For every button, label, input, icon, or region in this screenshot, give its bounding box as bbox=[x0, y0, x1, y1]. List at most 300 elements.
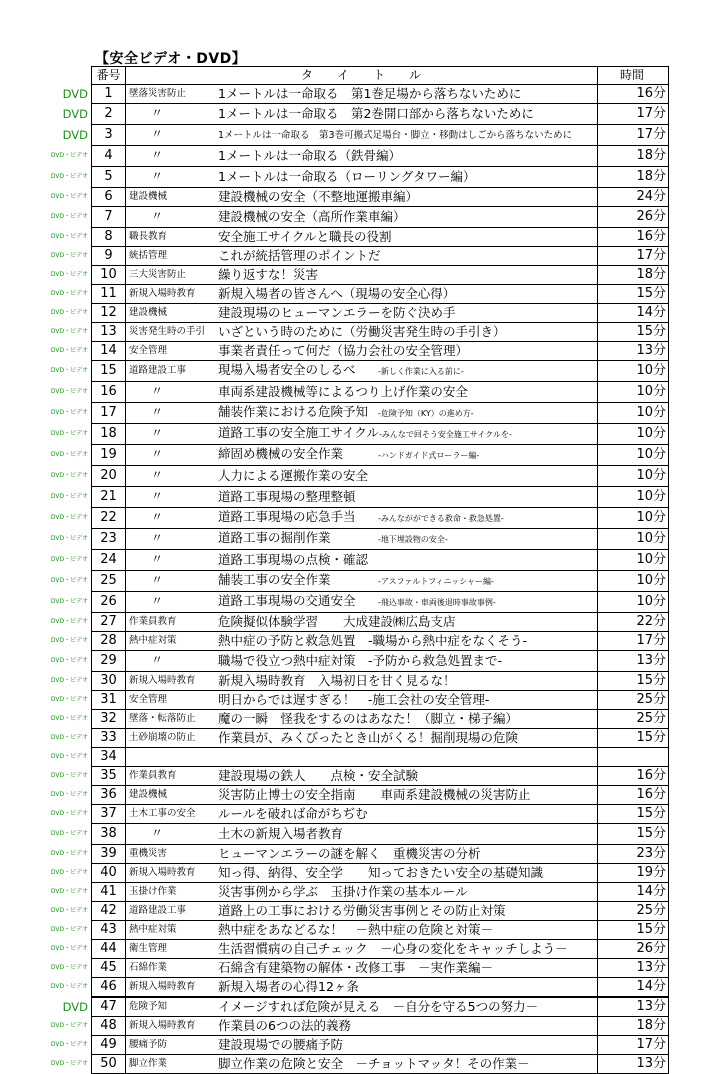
format-label: DVD・ビデオ bbox=[50, 888, 88, 895]
category-cell: 新規入場時教育 bbox=[126, 1017, 216, 1036]
table-row bbox=[45, 125, 669, 146]
title-cell bbox=[215, 207, 598, 228]
format-label: DVD・ビデオ bbox=[50, 309, 88, 316]
format-label: DVD bbox=[62, 107, 88, 121]
category-cell bbox=[126, 592, 216, 613]
video-title: 締固め機械の安全作業 bbox=[218, 446, 344, 461]
category-cell bbox=[126, 466, 216, 487]
format-label: DVD・ビデオ bbox=[50, 1041, 88, 1048]
category-cell: 玉掛け作業 bbox=[126, 883, 216, 902]
format-label: DVD bbox=[62, 87, 88, 101]
video-subtitle: -ハンドガイド式ローラー編- bbox=[378, 451, 480, 460]
video-subtitle: -飛込事故・車両後退時事故事例- bbox=[378, 598, 496, 607]
duration-cell: 13分 bbox=[598, 342, 669, 361]
duration-cell: 15分 bbox=[598, 323, 669, 342]
title-cell bbox=[215, 883, 598, 902]
title-cell bbox=[215, 691, 598, 710]
table-row bbox=[45, 382, 669, 403]
format-label: DVD・ビデオ bbox=[50, 696, 88, 703]
table-row bbox=[45, 921, 669, 940]
category-cell bbox=[126, 487, 216, 508]
duration-cell: 15分 bbox=[598, 672, 669, 691]
ditto-mark: 〃 bbox=[151, 127, 164, 141]
title-cell bbox=[215, 487, 598, 508]
table-row bbox=[45, 786, 669, 805]
format-label: DVD・ビデオ bbox=[50, 677, 88, 684]
format-label: DVD・ビデオ bbox=[50, 493, 88, 500]
category-cell: 脚立作業 bbox=[126, 1055, 216, 1074]
video-title: イメージすれば危険が見える －自分を守る5つの努力－ bbox=[218, 999, 539, 1014]
video-title: 作業員が、みくびったとき山がくる！掘削現場の危険 bbox=[218, 730, 519, 745]
table-row bbox=[45, 748, 669, 767]
format-label: DVD・ビデオ bbox=[50, 791, 88, 798]
duration-cell: 10分 bbox=[598, 508, 669, 529]
title-cell bbox=[215, 323, 598, 342]
video-title: ヒューマンエラーの謎を解く 重機災害の分析 bbox=[218, 846, 481, 861]
row-number: 17 bbox=[92, 403, 126, 424]
video-title: 1メートルは一命取る 第3巻可搬式足場台・脚立・移動はしごから落ちないために bbox=[218, 130, 573, 141]
table-row bbox=[45, 323, 669, 342]
category-cell bbox=[126, 571, 216, 592]
table-row bbox=[45, 146, 669, 167]
row-number: 30 bbox=[92, 672, 126, 691]
ditto-mark: 〃 bbox=[151, 468, 164, 482]
video-title: 建設現場のヒューマンエラーを防ぐ決め手 bbox=[218, 305, 456, 320]
title-cell bbox=[215, 710, 598, 729]
video-title: 石綿含有建築物の解体・改修工事 －実作業編－ bbox=[218, 960, 494, 975]
video-title: 1メートルは一命取る（鉄骨編） bbox=[218, 148, 401, 163]
ditto-mark: 〃 bbox=[151, 169, 164, 183]
video-title: 危険擬似体験学習 大成建設㈱広島支店 bbox=[218, 614, 456, 629]
title-cell bbox=[215, 529, 598, 550]
row-number: 4 bbox=[92, 146, 126, 167]
category-cell: 危険予知 bbox=[126, 997, 216, 1017]
table-row bbox=[45, 672, 669, 691]
duration-cell: 17分 bbox=[598, 125, 669, 146]
format-label: DVD・ビデオ bbox=[50, 753, 88, 760]
row-number: 40 bbox=[92, 864, 126, 883]
row-number: 15 bbox=[92, 361, 126, 382]
category-cell: 新規入場時教育 bbox=[126, 285, 216, 304]
duration-cell: 13分 bbox=[598, 651, 669, 672]
row-number: 10 bbox=[92, 266, 126, 285]
category-cell bbox=[126, 824, 216, 845]
format-label: DVD・ビデオ bbox=[50, 983, 88, 991]
format-label: DVD・ビデオ bbox=[50, 869, 88, 876]
duration-cell: 18分 bbox=[598, 167, 669, 188]
format-label: DVD・ビデオ bbox=[50, 657, 88, 664]
video-title: 熱中症をあなどるな！ －熱中症の危険と対策－ bbox=[218, 922, 494, 937]
table-row bbox=[45, 85, 669, 104]
ditto-mark: 〃 bbox=[151, 653, 164, 667]
format-label: DVD・ビデオ bbox=[50, 772, 88, 779]
title-cell bbox=[215, 902, 598, 921]
ditto-mark: 〃 bbox=[151, 594, 164, 608]
video-list-table bbox=[45, 66, 669, 1074]
duration-cell: 10分 bbox=[598, 487, 669, 508]
video-title: 道路工事現場の応急手当 bbox=[218, 509, 356, 524]
duration-cell: 25分 bbox=[598, 710, 669, 729]
row-number: 32 bbox=[92, 710, 126, 729]
duration-cell: 17分 bbox=[598, 1036, 669, 1055]
duration-cell: 17分 bbox=[598, 632, 669, 651]
format-label: DVD・ビデオ bbox=[50, 173, 88, 180]
title-cell bbox=[215, 767, 598, 786]
row-number: 50 bbox=[92, 1055, 126, 1074]
video-title: これが統括管理のポイントだ bbox=[218, 248, 381, 263]
row-number: 49 bbox=[92, 1036, 126, 1055]
video-title: 職場で役立つ熱中症対策 -予防から救急処置まで- bbox=[218, 653, 503, 668]
video-title: いざという時のために（労働災害発生時の手引き） bbox=[218, 324, 506, 339]
row-number: 24 bbox=[92, 550, 126, 571]
category-cell: 石綿作業 bbox=[126, 959, 216, 978]
format-label: DVD・ビデオ bbox=[50, 252, 88, 259]
table-row bbox=[45, 632, 669, 651]
row-number: 7 bbox=[92, 207, 126, 228]
format-label: DVD・ビデオ bbox=[50, 598, 88, 605]
row-number: 26 bbox=[92, 592, 126, 613]
row-number: 9 bbox=[92, 247, 126, 266]
video-title: 舗装作業における危険予知 bbox=[218, 404, 369, 419]
format-label: DVD・ビデオ bbox=[50, 514, 88, 521]
table-row bbox=[45, 729, 669, 748]
video-title: 繰り返すな！災害 bbox=[218, 267, 319, 282]
row-number: 38 bbox=[92, 824, 126, 845]
title-header bbox=[215, 67, 598, 85]
title-cell bbox=[215, 125, 598, 146]
video-title: 災害事例から学ぶ 玉掛け作業の基本ルール bbox=[218, 884, 468, 899]
video-title: 道路工事現場の交通安全 bbox=[218, 593, 356, 608]
row-number: 20 bbox=[92, 466, 126, 487]
format-label: DVD・ビデオ bbox=[50, 556, 88, 563]
category-cell bbox=[126, 167, 216, 188]
row-number: 46 bbox=[92, 978, 126, 998]
title-cell bbox=[215, 361, 598, 382]
duration-cell: 26分 bbox=[598, 940, 669, 959]
table-row bbox=[45, 1017, 669, 1036]
format-label: DVD・ビデオ bbox=[50, 1060, 88, 1067]
row-number: 16 bbox=[92, 382, 126, 403]
table-row bbox=[45, 228, 669, 247]
duration-cell: 24分 bbox=[598, 188, 669, 207]
title-cell bbox=[215, 104, 598, 125]
row-number: 31 bbox=[92, 691, 126, 710]
video-title: 知っ得、納得、安全学 知っておきたい安全の基礎知識 bbox=[218, 865, 544, 880]
format-label: DVD・ビデオ bbox=[50, 618, 88, 625]
video-title: 建設機械の安全（不整地運搬車編） bbox=[218, 189, 419, 204]
row-number: 2 bbox=[92, 104, 126, 125]
duration-cell: 19分 bbox=[598, 864, 669, 883]
category-cell bbox=[126, 748, 216, 767]
table-row bbox=[45, 247, 669, 266]
video-title: 明日からでは遅すぎる！ -施工会社の安全管理- bbox=[218, 692, 490, 707]
format-label: DVD・ビデオ bbox=[50, 388, 88, 395]
duration-cell: 16分 bbox=[598, 767, 669, 786]
row-number: 47 bbox=[92, 997, 126, 1017]
video-title: 新規入場時教育 入場初日を甘く見るな！ bbox=[218, 673, 456, 688]
duration-cell: 13分 bbox=[598, 997, 669, 1017]
video-title: 1メートルは一命取る 第1巻足場から落ちないために bbox=[218, 86, 522, 101]
row-number: 42 bbox=[92, 902, 126, 921]
title-cell bbox=[215, 978, 598, 998]
row-number: 35 bbox=[92, 767, 126, 786]
title-cell bbox=[215, 672, 598, 691]
title-cell bbox=[215, 445, 598, 466]
format-label: DVD・ビデオ bbox=[50, 850, 88, 857]
video-title: ルールを破れば命がちぢむ bbox=[218, 806, 368, 821]
title-cell bbox=[215, 382, 598, 403]
ditto-mark: 〃 bbox=[151, 510, 164, 524]
category-cell: 熱中症対策 bbox=[126, 632, 216, 651]
table-row bbox=[45, 424, 669, 445]
time-header: 時間 bbox=[598, 67, 669, 85]
ditto-mark: 〃 bbox=[151, 826, 164, 840]
table-row bbox=[45, 550, 669, 571]
table-row bbox=[45, 592, 669, 613]
table-row bbox=[45, 304, 669, 323]
title-cell bbox=[215, 1055, 598, 1074]
duration-cell: 14分 bbox=[598, 304, 669, 323]
table-row bbox=[45, 805, 669, 824]
row-number: 14 bbox=[92, 342, 126, 361]
row-number: 11 bbox=[92, 285, 126, 304]
video-title: 道路工事の安全施工サイクル bbox=[218, 425, 380, 440]
title-cell bbox=[215, 940, 598, 959]
table-row bbox=[45, 487, 669, 508]
category-cell: 安全管理 bbox=[126, 342, 216, 361]
table-row bbox=[45, 285, 669, 304]
format-label: DVD・ビデオ bbox=[50, 734, 88, 741]
duration-cell: 14分 bbox=[598, 883, 669, 902]
category-cell: 道路建設工事 bbox=[126, 361, 216, 382]
duration-cell: 18分 bbox=[598, 266, 669, 285]
table-row bbox=[45, 902, 669, 921]
video-title: 舗装工事の安全作業 bbox=[218, 572, 331, 587]
title-cell bbox=[215, 247, 598, 266]
video-title: 建設現場の鉄人 点検・安全試験 bbox=[218, 768, 419, 783]
row-number: 8 bbox=[92, 228, 126, 247]
format-label: DVD・ビデオ bbox=[50, 328, 88, 335]
row-number: 18 bbox=[92, 424, 126, 445]
format-label: DVD・ビデオ bbox=[50, 152, 88, 159]
category-cell: 建設機械 bbox=[126, 786, 216, 805]
format-label: DVD・ビデオ bbox=[50, 451, 88, 458]
format-label: DVD・ビデオ bbox=[50, 290, 88, 297]
duration-cell: 10分 bbox=[598, 382, 669, 403]
video-title: 魔の一瞬 怪我をするのはあなた！（脚立・梯子編） bbox=[218, 711, 519, 726]
duration-cell: 15分 bbox=[598, 285, 669, 304]
table-row bbox=[45, 1055, 669, 1074]
format-label: DVD・ビデオ bbox=[50, 347, 88, 354]
duration-cell: 15分 bbox=[598, 805, 669, 824]
ditto-mark: 〃 bbox=[151, 552, 164, 566]
duration-cell: 10分 bbox=[598, 361, 669, 382]
title-cell bbox=[215, 342, 598, 361]
duration-cell: 10分 bbox=[598, 445, 669, 466]
row-number: 45 bbox=[92, 959, 126, 978]
category-cell bbox=[126, 651, 216, 672]
table-row bbox=[45, 940, 669, 959]
video-title: 建設現場での腰痛予防 bbox=[218, 1037, 344, 1052]
duration-cell: 23分 bbox=[598, 845, 669, 864]
row-number: 48 bbox=[92, 1017, 126, 1036]
video-title: 1メートルは一命取る 第2巻開口部から落ちないために bbox=[218, 106, 534, 121]
table-row bbox=[45, 445, 669, 466]
duration-cell: 25分 bbox=[598, 902, 669, 921]
category-cell: 建設機械 bbox=[126, 188, 216, 207]
ditto-mark: 〃 bbox=[151, 489, 164, 503]
title-header-label: タ イ ト ル bbox=[300, 68, 421, 82]
title-cell bbox=[215, 824, 598, 845]
category-cell: 三大災害防止 bbox=[126, 266, 216, 285]
duration-cell: 14分 bbox=[598, 978, 669, 998]
table-row bbox=[45, 883, 669, 902]
video-title: 事業者責任って何だ（協力会社の安全管理） bbox=[218, 343, 469, 358]
row-number: 28 bbox=[92, 632, 126, 651]
title-cell bbox=[215, 167, 598, 188]
category-cell: 職長教育 bbox=[126, 228, 216, 247]
category-header bbox=[126, 67, 216, 85]
table-row bbox=[45, 997, 669, 1017]
category-cell bbox=[126, 104, 216, 125]
duration-cell: 10分 bbox=[598, 529, 669, 550]
category-cell: 建設機械 bbox=[126, 304, 216, 323]
row-number: 3 bbox=[92, 125, 126, 146]
duration-cell: 17分 bbox=[598, 247, 669, 266]
row-number: 44 bbox=[92, 940, 126, 959]
video-title: 道路工事現場の整理整頓 bbox=[218, 489, 356, 504]
title-cell bbox=[215, 592, 598, 613]
format-label: DVD・ビデオ bbox=[50, 472, 88, 479]
video-title: 人力による運搬作業の安全 bbox=[218, 468, 369, 483]
title-cell bbox=[215, 959, 598, 978]
category-cell: 作業員教育 bbox=[126, 613, 216, 632]
format-label: DVD・ビデオ bbox=[50, 830, 88, 837]
category-cell bbox=[126, 508, 216, 529]
duration-cell: 18分 bbox=[598, 1017, 669, 1036]
title-cell bbox=[215, 550, 598, 571]
title-cell bbox=[215, 651, 598, 672]
table-row bbox=[45, 845, 669, 864]
duration-cell: 16分 bbox=[598, 228, 669, 247]
title-cell bbox=[215, 864, 598, 883]
category-cell: 安全管理 bbox=[126, 691, 216, 710]
category-cell: 統括管理 bbox=[126, 247, 216, 266]
table-row bbox=[45, 651, 669, 672]
category-cell bbox=[126, 550, 216, 571]
table-row bbox=[45, 978, 669, 998]
format-label: DVD・ビデオ bbox=[50, 1022, 88, 1029]
table-row bbox=[45, 403, 669, 424]
table-row bbox=[45, 266, 669, 285]
category-cell: 衛生管理 bbox=[126, 940, 216, 959]
duration-cell: 17分 bbox=[598, 104, 669, 125]
format-label: DVD・ビデオ bbox=[50, 233, 88, 240]
table-row bbox=[45, 529, 669, 550]
title-cell bbox=[215, 632, 598, 651]
format-label: DVD・ビデオ bbox=[50, 926, 88, 933]
row-number: 22 bbox=[92, 508, 126, 529]
ditto-mark: 〃 bbox=[151, 106, 164, 120]
title-cell bbox=[215, 921, 598, 940]
format-label: DVD・ビデオ bbox=[50, 535, 88, 542]
video-title: 生活習慣病の自己チェック －心身の変化をキャッチしよう－ bbox=[218, 941, 568, 956]
title-cell bbox=[215, 466, 598, 487]
ditto-mark: 〃 bbox=[151, 148, 164, 162]
row-number: 23 bbox=[92, 529, 126, 550]
table-row bbox=[45, 710, 669, 729]
row-number: 34 bbox=[92, 748, 126, 767]
table-row bbox=[45, 824, 669, 845]
format-label: DVD bbox=[62, 999, 88, 1014]
title-cell bbox=[215, 266, 598, 285]
row-number: 33 bbox=[92, 729, 126, 748]
category-cell bbox=[126, 146, 216, 167]
duration-cell bbox=[598, 748, 669, 767]
ditto-mark: 〃 bbox=[151, 405, 164, 419]
category-cell: 熱中症対策 bbox=[126, 921, 216, 940]
table-row bbox=[45, 188, 669, 207]
duration-cell: 10分 bbox=[598, 592, 669, 613]
format-label: DVD bbox=[62, 128, 88, 142]
title-cell bbox=[215, 1036, 598, 1055]
category-cell: 道路建設工事 bbox=[126, 902, 216, 921]
row-number: 6 bbox=[92, 188, 126, 207]
video-title: 安全施工サイクルと職長の役割 bbox=[218, 229, 392, 244]
video-title: 道路上の工事における労働災害事例とその防止対策 bbox=[218, 903, 506, 918]
category-cell bbox=[126, 529, 216, 550]
title-cell bbox=[215, 571, 598, 592]
format-label: DVD・ビデオ bbox=[50, 193, 88, 200]
category-cell bbox=[126, 207, 216, 228]
ditto-mark: 〃 bbox=[151, 426, 164, 440]
category-cell: 墜落災害防止 bbox=[126, 85, 216, 104]
video-subtitle: -みんなで回そう安全施工サイクルを- bbox=[379, 430, 512, 439]
format-header bbox=[45, 67, 92, 85]
video-title: 建設機械の安全（高所作業車編） bbox=[218, 209, 406, 224]
video-subtitle: -新しく作業に入る前に- bbox=[378, 367, 464, 376]
category-cell: 土砂崩壊の防止 bbox=[126, 729, 216, 748]
duration-cell: 10分 bbox=[598, 550, 669, 571]
category-cell: 土木工事の安全 bbox=[126, 805, 216, 824]
ditto-mark: 〃 bbox=[151, 209, 164, 223]
category-cell: 新規入場時教育 bbox=[126, 864, 216, 883]
table-row bbox=[45, 864, 669, 883]
title-cell bbox=[215, 748, 598, 767]
title-cell bbox=[215, 845, 598, 864]
table-row bbox=[45, 361, 669, 382]
video-subtitle: -地下埋設物の安全- bbox=[378, 535, 448, 544]
category-cell: 重機災害 bbox=[126, 845, 216, 864]
table-header-row bbox=[45, 67, 669, 85]
category-cell: 作業員教育 bbox=[126, 767, 216, 786]
format-label: DVD・ビデオ bbox=[50, 907, 88, 914]
ditto-mark: 〃 bbox=[151, 531, 164, 545]
row-number: 13 bbox=[92, 323, 126, 342]
video-title: 作業員の6つの法的義務 bbox=[218, 1018, 351, 1033]
ditto-mark: 〃 bbox=[151, 573, 164, 587]
row-number: 27 bbox=[92, 613, 126, 632]
video-title: 道路工事の掘削作業 bbox=[218, 530, 331, 545]
category-cell bbox=[126, 382, 216, 403]
format-label: DVD・ビデオ bbox=[50, 213, 88, 220]
category-cell bbox=[126, 424, 216, 445]
title-cell bbox=[215, 508, 598, 529]
title-cell bbox=[215, 403, 598, 424]
ditto-mark: 〃 bbox=[151, 447, 164, 461]
ditto-mark: 〃 bbox=[151, 384, 164, 398]
duration-cell: 16分 bbox=[598, 85, 669, 104]
